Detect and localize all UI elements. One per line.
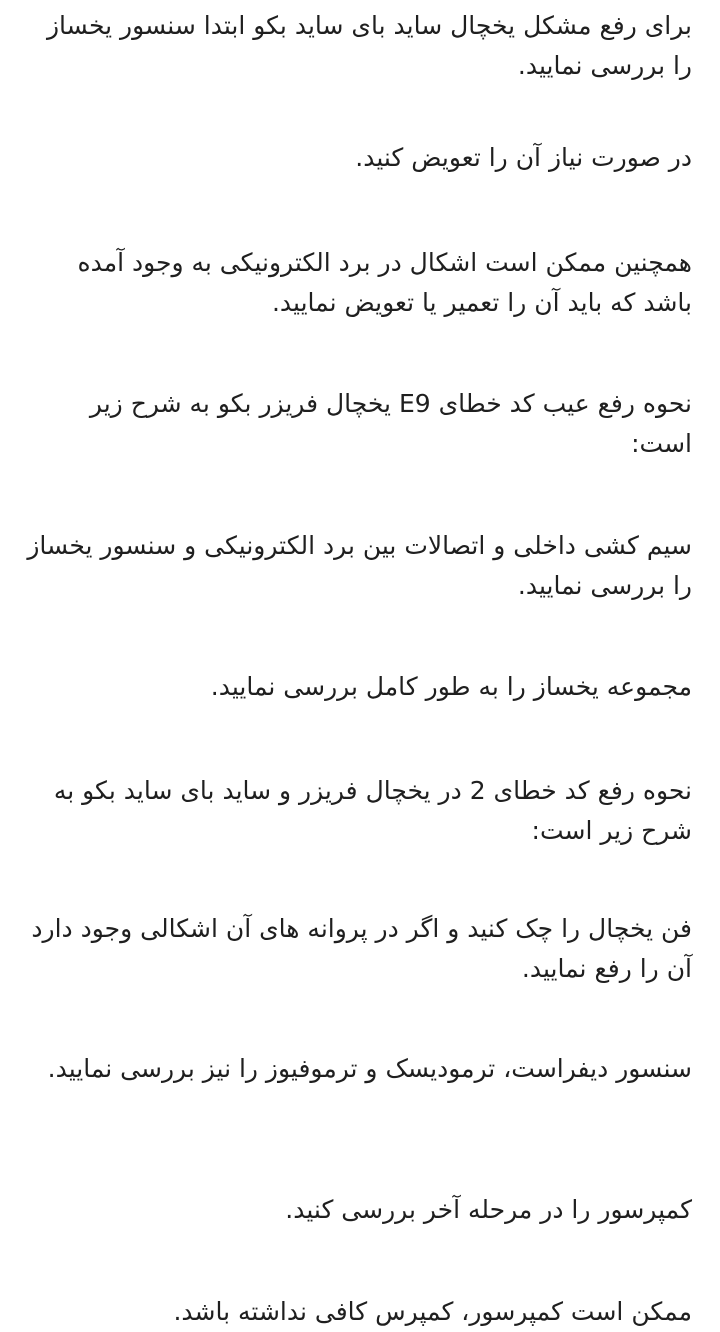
paragraph-7: نحوه رفع کد خطای 2 در یخچال فریزر و ساید بای ساید بکو به شرح زیر است: [53, 776, 692, 845]
paragraph-3: همچنین ممکن است اشکال در برد الکترونیکی به وجود آمده باشد که باید آن را تعمیر یا تعویض نمایید. [77, 248, 692, 317]
paragraph-11: ممکن است کمپرسور، کمپرس کافی نداشته باشد. [173, 1297, 692, 1326]
paragraph-4: نحوه رفع عیب کد خطای E9 یخچال فریزر بکو به شرح زیر است: [89, 389, 692, 458]
paragraph-8: فن یخچال را چک کنید و اگر در پروانه های آن اشکالی وجود دارد آن را رفع نمایید. [31, 914, 692, 983]
paragraph-1: برای رفع مشکل یخچال ساید بای ساید بکو ابتدا سنسور یخساز را بررسی نمایید. [46, 11, 692, 80]
paragraph-5: سیم کشی داخلی و اتصالات بین برد الکترونیکی و سنسور یخساز را بررسی نمایید. [27, 531, 692, 600]
paragraph-9: سنسور دیفراست، ترموديسک و ترموفیوز را نیز بررسی نمایید. [47, 1054, 692, 1083]
paragraph-10: کمپرسور را در مرحله آخر بررسی کنید. [285, 1195, 692, 1224]
paragraph-6: مجموعه یخساز را به طور کامل بررسی نمایید. [210, 672, 692, 701]
paragraph-2: در صورت نیاز آن را تعویض کنید. [355, 143, 692, 172]
